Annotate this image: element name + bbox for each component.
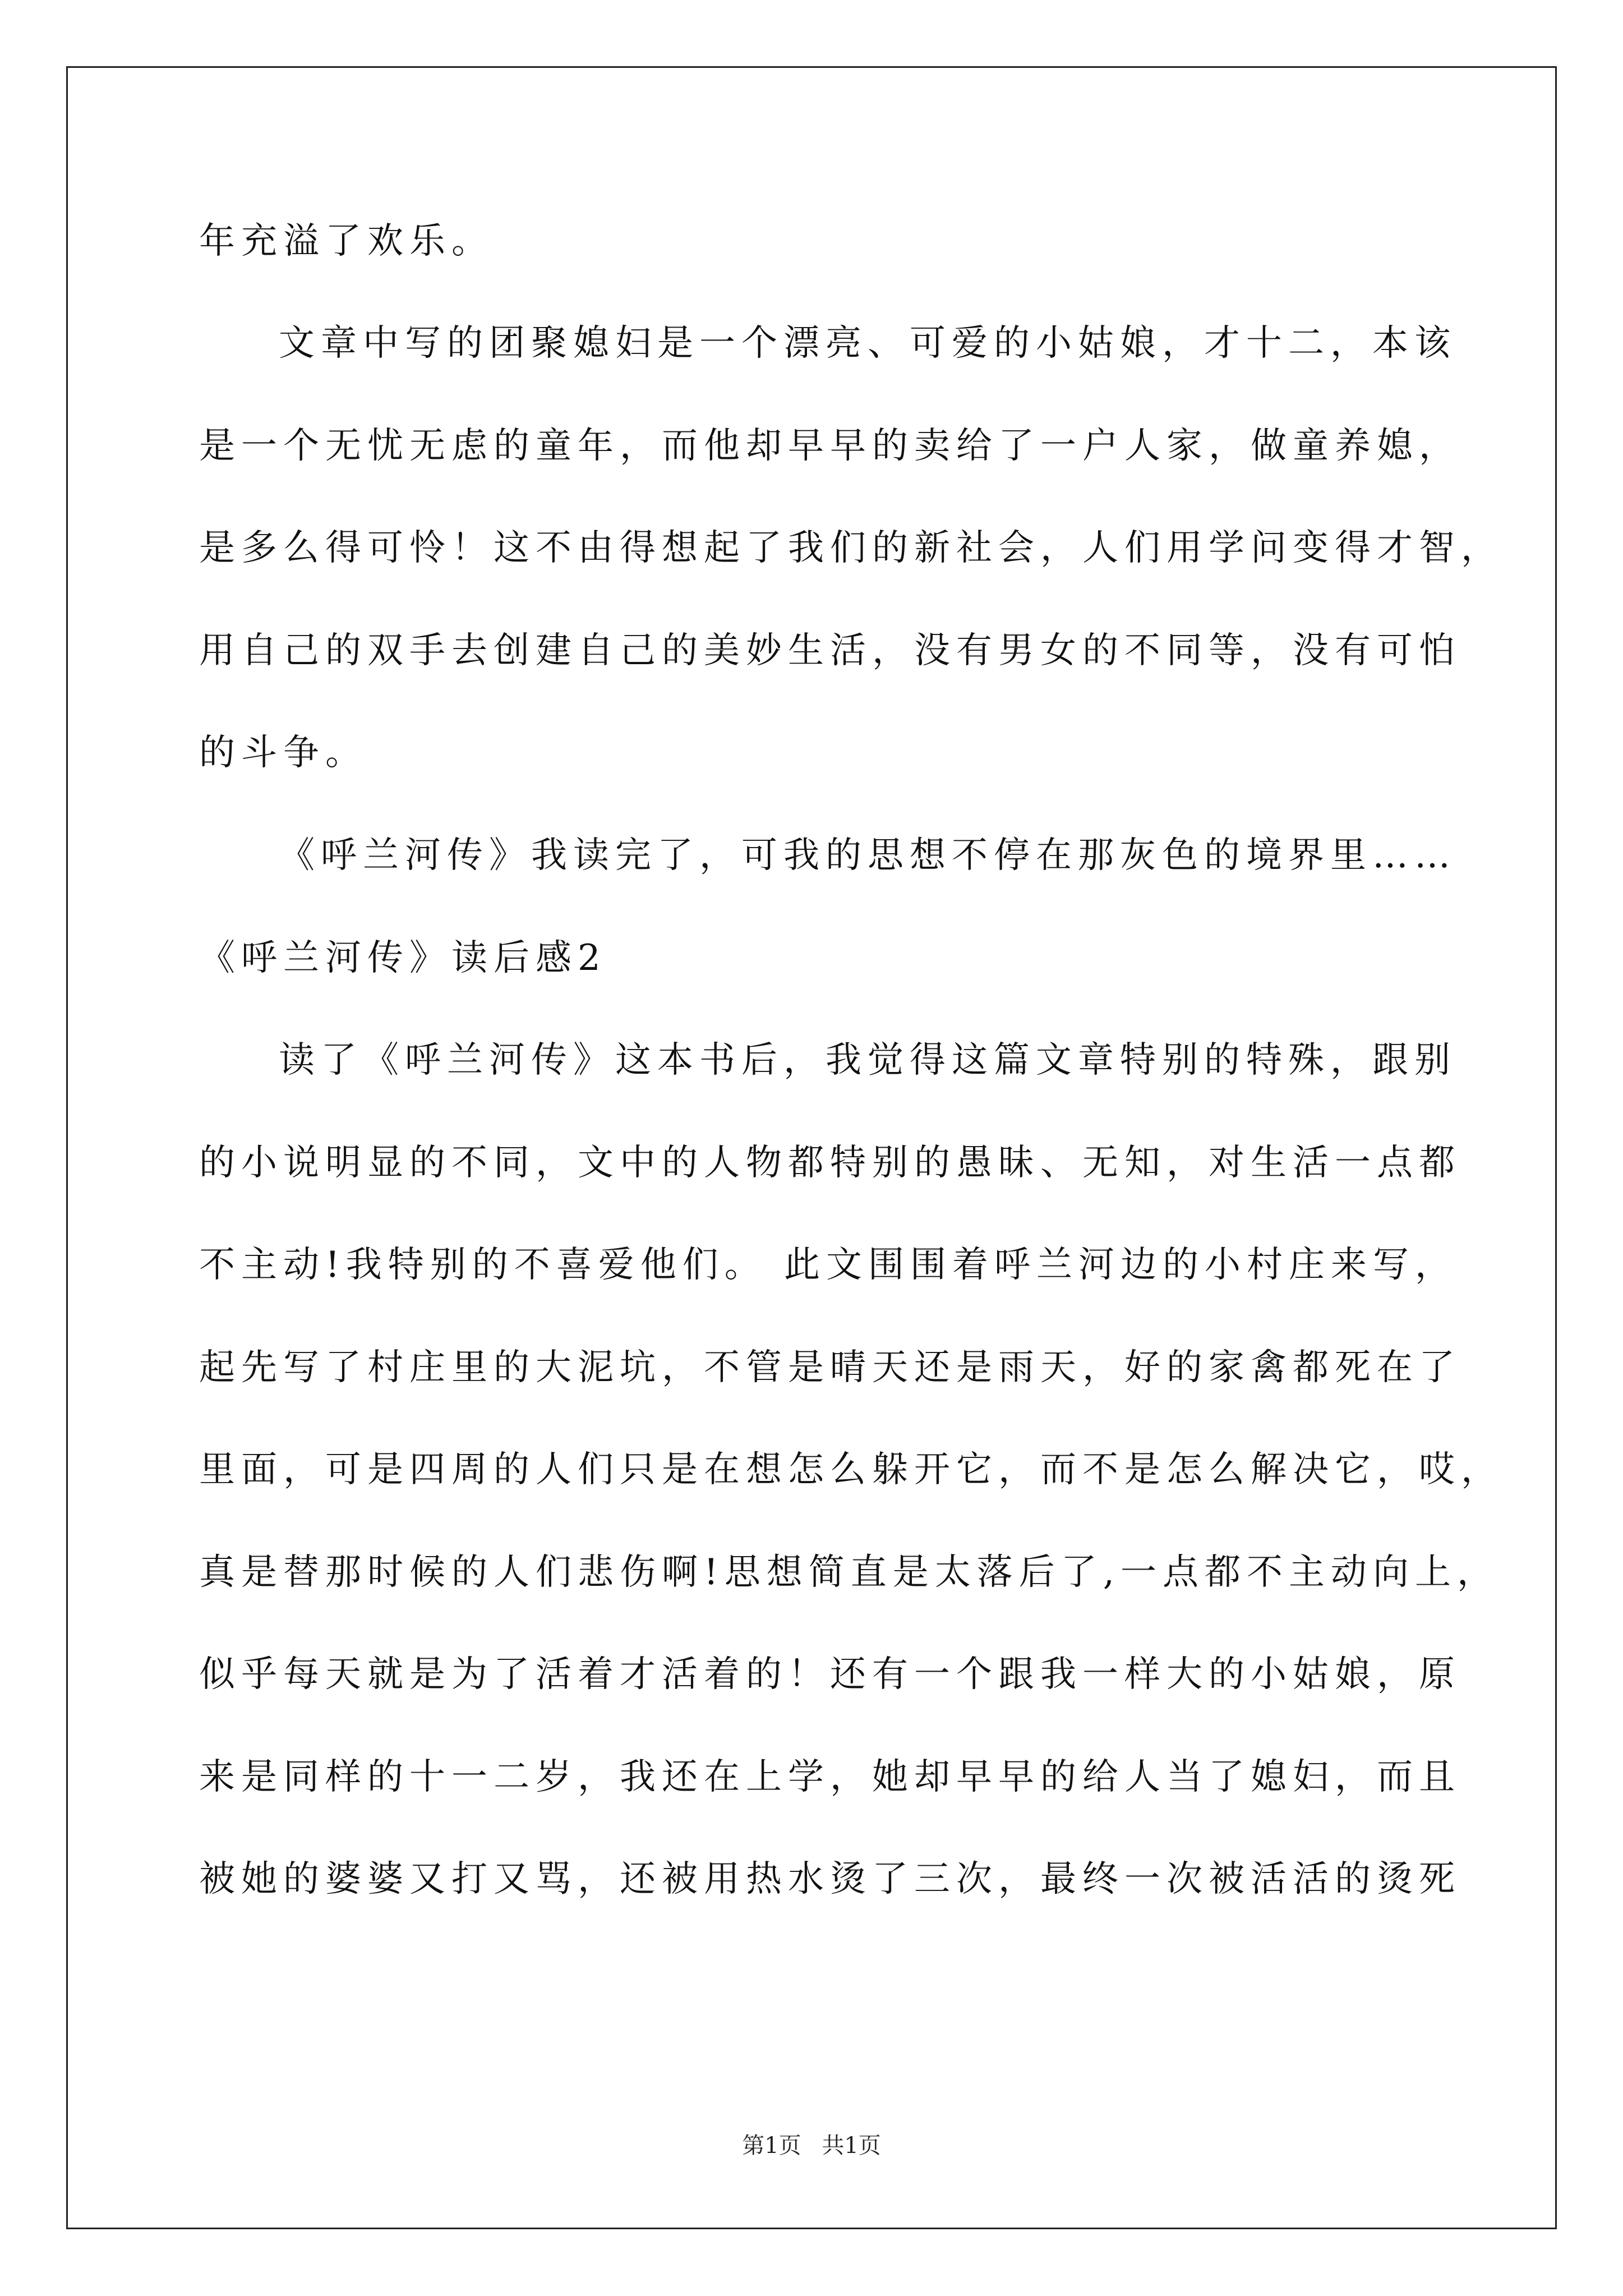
paragraph-line: 用自己的双手去创建自己的美妙生活，没有男女的不同等，没有可怕	[199, 630, 1461, 671]
paragraph-line: 的斗争。	[199, 732, 367, 774]
section-heading: 《呼兰河传》读后感2	[199, 937, 607, 979]
paragraph-line: 是多么得可怜！这不由得想起了我们的新社会，人们用学问变得才智，	[199, 527, 1503, 569]
page-footer	[0, 2132, 1623, 2160]
paragraph-line: 是一个无忧无虑的童年，而他却早早的卖给了一户人家，做童养媳，	[199, 425, 1461, 467]
paragraph-line: 真是替那时候的人们悲伤啊!思想简直是太落后了,一点都不主动向上，	[199, 1552, 1500, 1593]
paragraph-line: 起先写了村庄里的大泥坑，不管是晴天还是雨天，好的家禽都死在了	[199, 1347, 1461, 1388]
paragraph-line: 年充溢了欢乐。	[199, 220, 494, 262]
page-total: 共1页	[822, 2133, 881, 2159]
page-number: 第1页	[742, 2133, 801, 2159]
paragraph-line: 读了《呼兰河传》这本书后，我觉得这篇文章特别的特殊，跟别	[279, 1039, 1456, 1081]
paragraph-line: 《呼兰河传》我读完了，可我的思想不停在那灰色的境界里……	[279, 835, 1456, 876]
paragraph-line: 的小说明显的不同，文中的人物都特别的愚昧、无知，对生活一点都	[199, 1142, 1461, 1184]
paragraph-line: 来是同样的十一二岁，我还在上学，她却早早的给人当了媳妇，而且	[199, 1756, 1461, 1798]
paragraph-line: 被她的婆婆又打又骂，还被用热水烫了三次，最终一次被活活的烫死	[199, 1858, 1461, 1900]
paragraph-line: 似乎每天就是为了活着才活着的！还有一个跟我一样大的小姑娘，原	[199, 1654, 1461, 1695]
paragraph-line: 不主动!我特别的不喜爱他们。 此文围围着呼兰河边的小村庄来写，	[199, 1244, 1458, 1286]
paragraph-line: 文章中写的团聚媳妇是一个漂亮、可爱的小姑娘，才十二，本该	[279, 323, 1456, 364]
paragraph-line: 里面，可是四周的人们只是在想怎么躲开它，而不是怎么解决它，哎，	[199, 1449, 1503, 1490]
